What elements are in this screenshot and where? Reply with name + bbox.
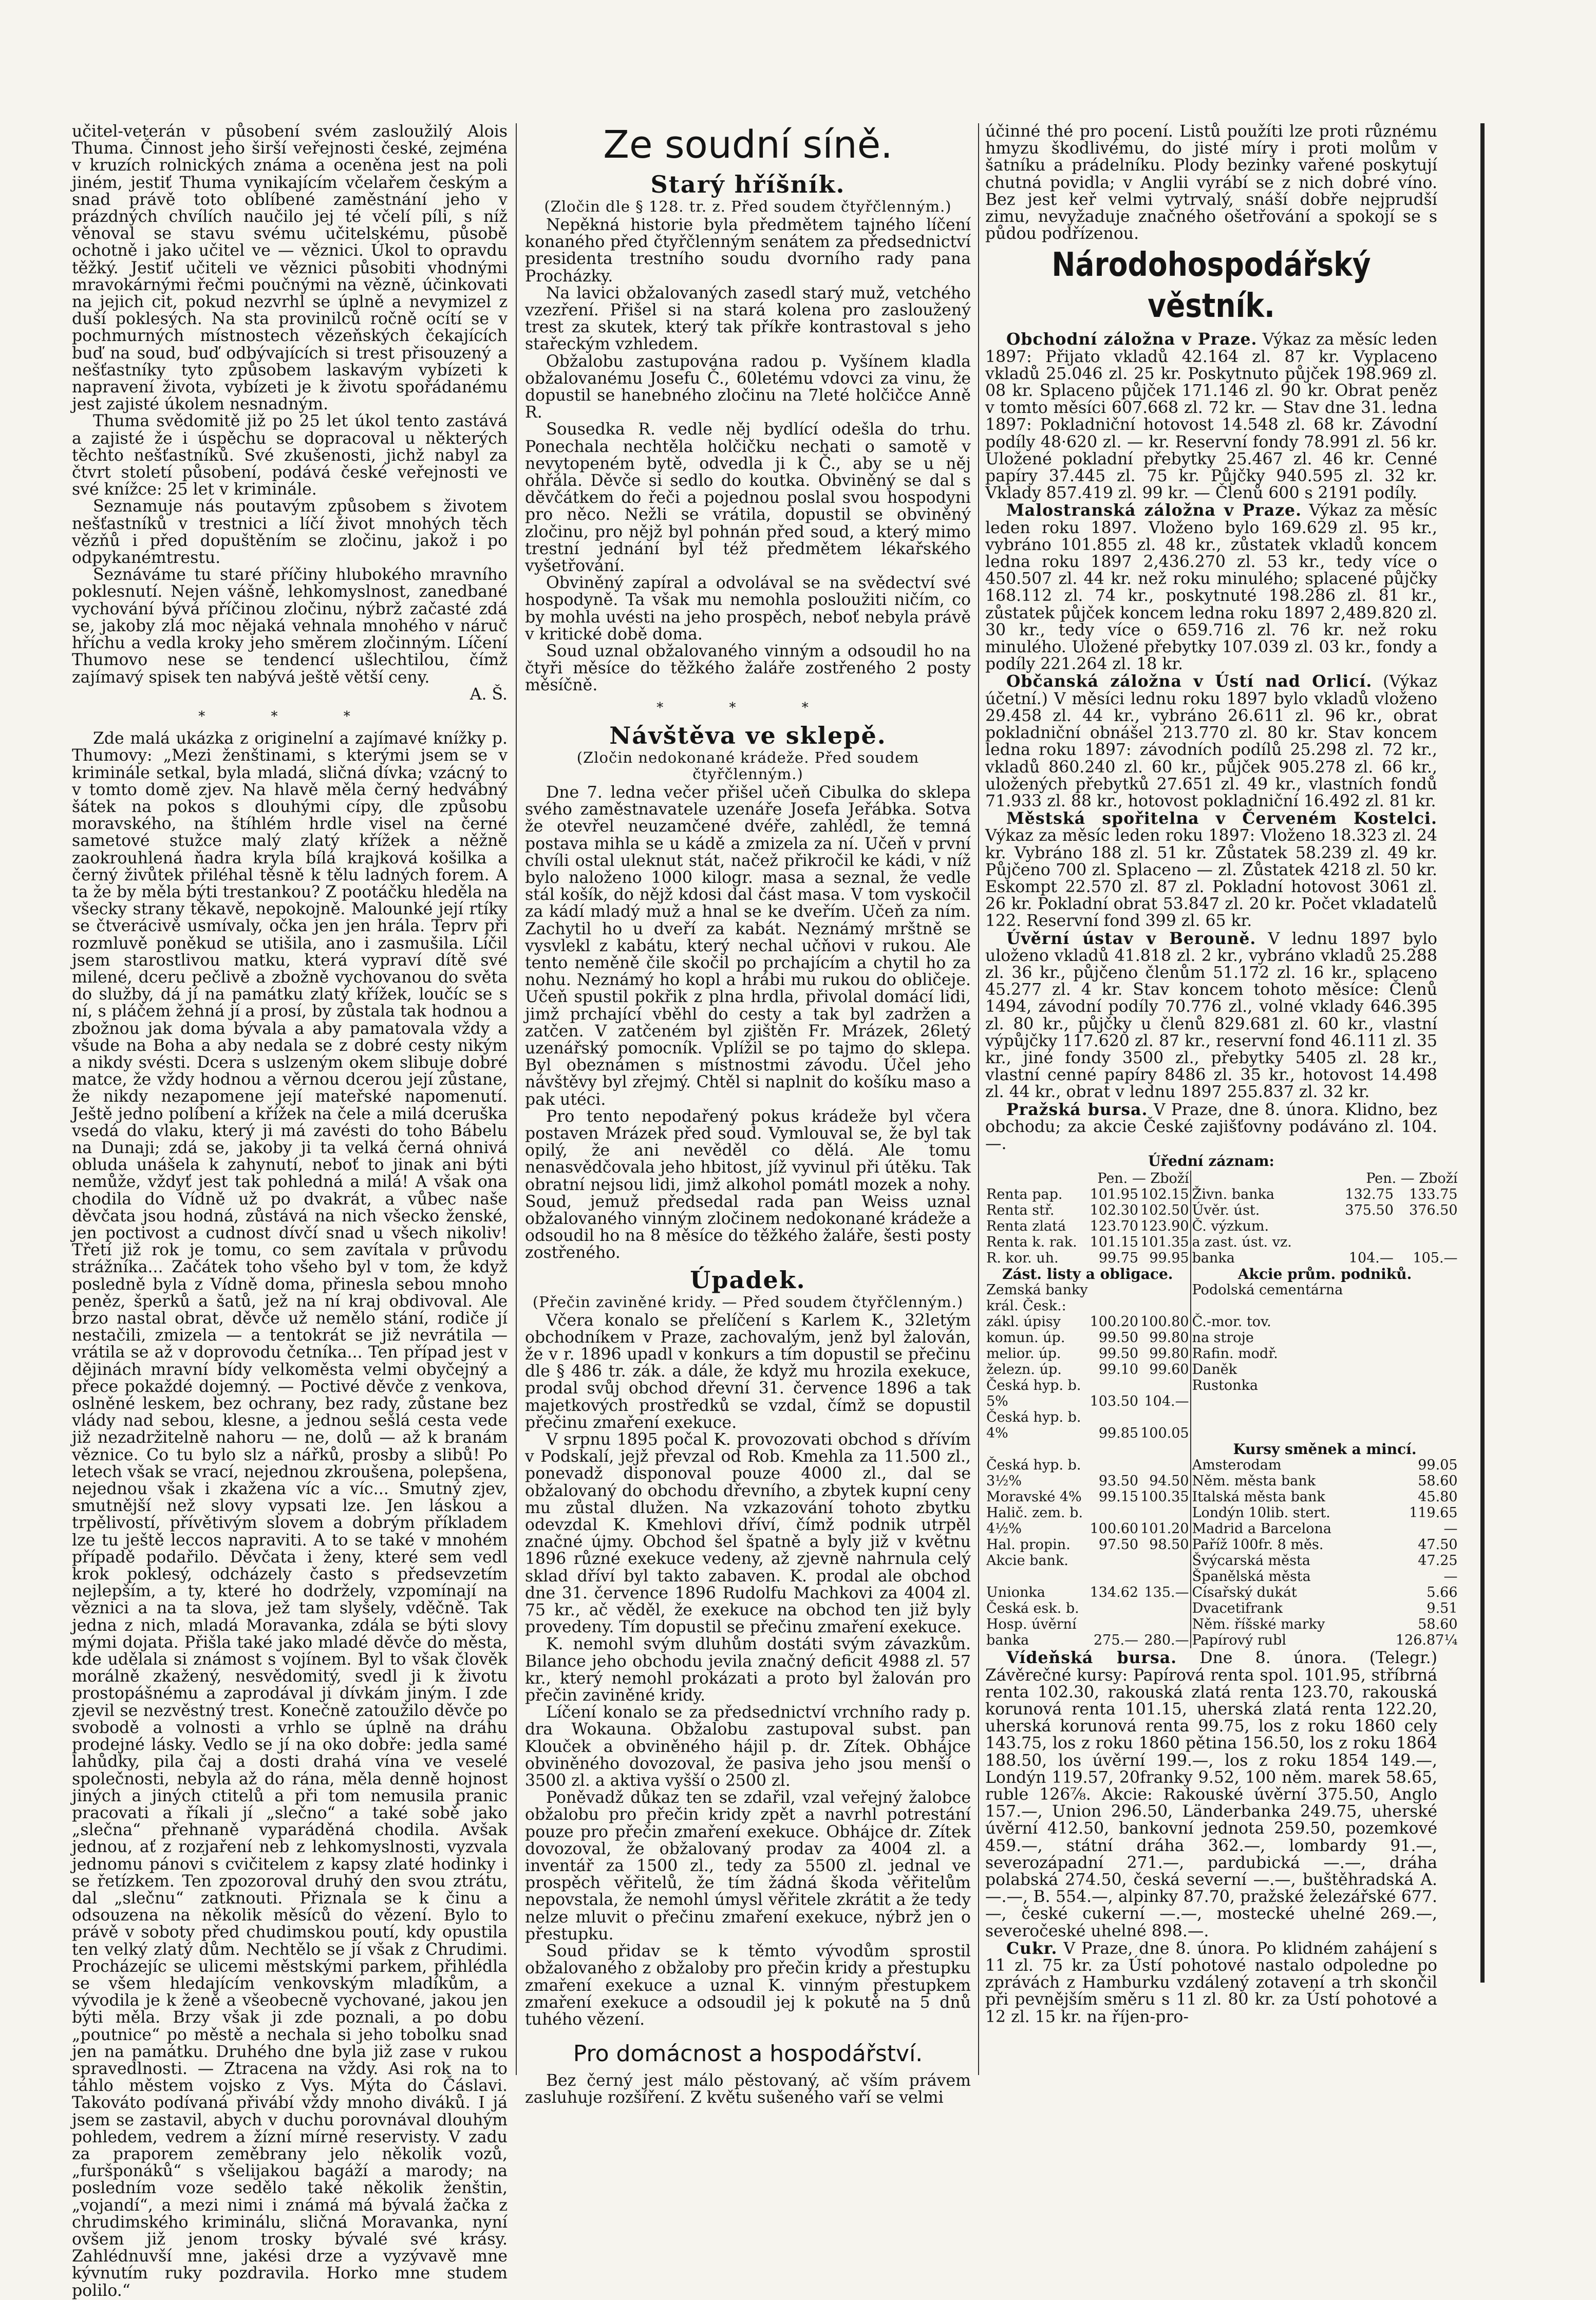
table-cell xyxy=(1395,1298,1459,1314)
table-cell xyxy=(1344,1346,1394,1362)
paragraph: Obžalobu zastupována radou p. Vyšínem kladla obžalovanému Josefu Č., 60letému vdovci za vinu, že dopustil se hanebného zločinu na 7leté holčičce Anně R. xyxy=(525,352,971,422)
paragraph: Líčení konalo se za předsednictví vrchního rady p. dra Wokauna. Obžalobu zastupoval subst. pan Klouček a obviněného hájil p. dr. Zítek. Obhájce obviněného dovozoval, že pasiva jeho jsou menší o 3500 zl. a aktiva vyšší o 2500 zl. xyxy=(525,1703,971,1790)
item-text: Výkaz za měsíc leden roku 1897. Vloženo bylo 169.629 zl. 95 kr., vybráno 101.855 zl. 48 kr., zůstatek vkladů koncem ledna roku 1897 2,436.270 zl. 53 kr., tedy více o 450.507 zl. 44 kr. než roku minulého; splacené půjčky 168.112 zl. 74 kr., poskytnuté 198.286 zl. 81 kr., zůstatek půjček koncem ledna roku 1897 2,489.820 zl. 30 kr., tedy více o 659.716 zl. 76 kr. než roku minulého. Uložené přebytky 107.039 zl. 03 kr., fondy a podíly 221.264 zl. 18 kr. xyxy=(985,501,1438,674)
article-subtitle: (Zločin dle § 128. tr. z. Před soudem čtyřčlenným.) xyxy=(544,198,952,215)
table-cell: 280.— xyxy=(1144,1632,1189,1649)
section-title: Pro domácnost a hospodářství. xyxy=(573,2041,923,2067)
paragraph: Thuma svědomitě již po 25 let úkol tento zastává a zajisté že i úspěchu se dopracoval u některých těchto nešťastníků. Své zkušenosti, jichž nabyl za čtvrt století působení, podává české veřejnosti ve své knížce: 25 let v kriminále. xyxy=(72,412,508,499)
table-cell xyxy=(1344,1330,1394,1346)
table-row xyxy=(985,1585,1459,1600)
table-cell: 4% xyxy=(986,1425,1008,1442)
table-cell: Císařský dukát xyxy=(1191,1585,1344,1600)
table-cell: — xyxy=(1443,1569,1458,1585)
table-cell xyxy=(1344,1457,1394,1473)
item-title: Malostranská záložna v Praze. xyxy=(1006,501,1302,520)
item-title: Občanská záložna v Ústí nad Orlicí. xyxy=(1006,672,1373,691)
table-cell xyxy=(1344,1425,1394,1441)
table-cell: 100.20 xyxy=(1090,1314,1139,1330)
table-cell: a zast. úst. vz. xyxy=(1191,1234,1344,1250)
table-cell xyxy=(1344,1314,1394,1330)
table-cell: Živn. banka xyxy=(1191,1186,1344,1202)
table-cell xyxy=(1344,1632,1394,1648)
table-cell: 5.66 xyxy=(1426,1585,1458,1601)
table-cell xyxy=(1089,1409,1139,1425)
table-cell: Moravské 4% xyxy=(986,1489,1082,1505)
table-cell xyxy=(1344,1409,1394,1425)
table-cell xyxy=(1395,1234,1459,1250)
table-cell: 100.35 xyxy=(1140,1489,1189,1505)
table-cell: Něm. města bank xyxy=(1191,1473,1344,1489)
table-title: Úřední záznam: xyxy=(1148,1153,1274,1170)
table-row xyxy=(985,1250,1459,1266)
table-cell: 132.75 xyxy=(1345,1186,1394,1203)
table-row xyxy=(985,1553,1459,1569)
newspaper-page xyxy=(72,122,1458,2300)
table-cell xyxy=(1344,1282,1394,1298)
table-cell: železn. úp. xyxy=(986,1362,1062,1378)
paragraph: Seznáváme tu staré příčiny hlubokého mravního poklesnutí. Nejen vášně, lehkomyslnost, zanedbané vychování bývá příčinou zločinu, nýbrž začasté zdá se, jakoby zlá moc nějaká vehnala mnohého v náruč hříchu a vedla kroky jeho směrem zločinným. Líčení Thumovo nese se tendencí ušlechtilou, čímž zajímavý spisek ten nabývá ještě větší ceny. xyxy=(72,565,508,687)
table-cell: 58.60 xyxy=(1418,1473,1458,1490)
table-cell xyxy=(985,1569,1089,1585)
paragraph: Soud uznal obžalovaného vinným a odsoudil ho na čtyři měsíce do těžkého žaláře zostřeného 2 posty měsíčně. xyxy=(525,642,971,695)
table-cell xyxy=(1395,1409,1459,1425)
table-row xyxy=(985,1218,1459,1234)
table-cell xyxy=(1191,1409,1344,1425)
table-cell: Česká esk. b. xyxy=(986,1600,1079,1617)
paragraph: Na lavici obžalovaných zasedl starý muž, vetchého vzezření. Přišel si na stará kolena pro zasloužený trest za skutek, který tak příkře kontrastoval s jeho stařeckým vzhledem. xyxy=(525,284,971,354)
table-cell: 99.85 xyxy=(1098,1425,1139,1442)
table-cell xyxy=(1139,1282,1190,1298)
table-cell: Něm. říšské marky xyxy=(1191,1616,1344,1632)
table-cell: 47.25 xyxy=(1418,1553,1458,1569)
table-cell: Unionka xyxy=(986,1585,1045,1601)
table-row xyxy=(985,1202,1459,1218)
column-2 xyxy=(525,123,971,2107)
paragraph: V srpnu 1895 počal K. provozovati obchod s dřívím v Podskalí, jejž převzal od Rob. Kmehla za 11.500 zl., ponevadž disponoval pouze 4000 zl., dal se obžalovaný do obchodu dřevního, a zbytek kupní ceny mu zůstal dlužen. Na vzkazování tohoto zbytku odevzdal K. Kmehlovi dříví, čímž podnik utrpěl značné újmy. Obchod šel špatně a byly již v květnu 1896 různé exekuce vedeny, až zjevně nahrnula celý sklad dříví byl takto zabaven. K. prodal ale obchod dne 31. července 1896 Rudolfu Machkovi za 4004 zl. 75 kr., ač věděl, že exekuce na obchod ten již byly provedeny. Tím dopustil se přečinu zmaření exekuce. xyxy=(525,1430,971,1637)
table-row xyxy=(985,1600,1459,1616)
table-cell: 4½% xyxy=(986,1521,1022,1537)
table-cell: 102.30 xyxy=(1090,1202,1139,1219)
table-row xyxy=(985,1537,1459,1553)
table-cell: R. kor. uh. xyxy=(986,1250,1059,1267)
table-cell: 99.05 xyxy=(1418,1457,1458,1474)
table-cell: Daněk xyxy=(1191,1362,1344,1378)
paragraph: Sousedka R. vedle něj bydlící odešla do trhu. Ponechala nechtěla holčičku nechati o samotě v nevytopeném bytě, odvedla ji k Č., aby se u něj ohřála. Děvče si sedlo do koutka. Obviněný se dal s děvčátkem do řeči a pojednou poslal svou hospodyni pro něco. Nežli se vrátila, dopustil se obviněný zločinu, pro nějž byl pohnán před soud, a který mimo trestní jednání byl též předmětem lékařského vyšetřování. xyxy=(525,420,971,576)
exchange-table xyxy=(985,1171,1459,1648)
table-cell: 100.60 xyxy=(1090,1521,1139,1537)
table-cell xyxy=(1344,1585,1394,1600)
table-cell xyxy=(1139,1378,1190,1393)
table-cell: banka xyxy=(1191,1250,1344,1266)
table-cell: Dvacetifrank xyxy=(1191,1600,1344,1616)
paragraph: Bez černý jest málo pěstovaný, ač vším právem zasluhuje rozšíření. Z květu sušeného vaří se velmi xyxy=(525,2071,971,2107)
table-row xyxy=(985,1298,1459,1314)
item-title: Vídeňská bursa. xyxy=(1006,1648,1177,1668)
table-cell: král. Česk.: xyxy=(986,1298,1066,1314)
table-cell: 93.50 xyxy=(1098,1473,1139,1490)
table-cell xyxy=(1344,1553,1394,1569)
table-cell: 133.75 xyxy=(1409,1186,1458,1203)
table-cell xyxy=(1344,1616,1394,1632)
table-cell: Rafin. modř. xyxy=(1191,1346,1344,1362)
table-cell xyxy=(1089,1569,1139,1585)
table-cell: komun. úp. xyxy=(986,1330,1065,1346)
table-cell: 99.60 xyxy=(1149,1362,1189,1378)
table-row xyxy=(985,1521,1459,1537)
table-cell: 135.— xyxy=(1144,1585,1189,1601)
table-cell xyxy=(1191,1393,1344,1409)
table-cell: 47.50 xyxy=(1418,1537,1458,1553)
table-row xyxy=(985,1346,1459,1362)
table-cell: 9.51 xyxy=(1426,1600,1458,1617)
table-cell xyxy=(1191,1298,1344,1314)
table-subheading: Zást. listy a obligace. xyxy=(1002,1266,1173,1283)
paragraph: Včera konalo se přelíčení s Karlem K., 32letým obchodníkem v Praze, zachovalým, jenž byl žalován, že v r. 1896 upadl v konkurs a tím dopustil se přečinu dle § 486 tr. zák. a dále, že když mu hrozila exekuce, prodal svůj obchod dřevní 31. července 1896 a tak majetkových prostředků se vzdal, čímž se dopustil přečinu zmaření exekuce. xyxy=(525,1311,971,1432)
column-1 xyxy=(72,123,508,2299)
table-cell xyxy=(1344,1218,1394,1234)
item-title: Úvěrní ústav v Berouně. xyxy=(1006,929,1256,948)
table-row xyxy=(985,1314,1459,1330)
paragraph: K. nemohl svým dluhům dostáti svým závazkům. Bilance jeho obchodu jevila značný deficit 4988 zl. 57 kr., který nemohl prokázati a proto byl žalován pro přečin zaviněné kridy. xyxy=(525,1635,971,1705)
table-cell xyxy=(1089,1298,1139,1314)
table-cell: 99.50 xyxy=(1098,1330,1139,1346)
table-cell: Švýcarská města xyxy=(1191,1553,1344,1569)
table-cell xyxy=(1139,1600,1190,1616)
item-text: V Praze, dne 8. února. Po klidném zahájení s 11 zl. 75 kr. za Ústí pohotové nastalo odpoledne po zprávách z Hamburku vzdálený zotavení a trh skončil při pevnějším směru s 11 zl. 80 kr. za Ústí pohotové a 12 zl. 15 kr. na říjen-pro- xyxy=(985,1939,1437,2026)
table-cell xyxy=(1395,1425,1459,1441)
author-signature: A. Š. xyxy=(470,685,508,704)
section-title: Ze soudní síně. xyxy=(603,123,893,167)
table-cell: 99.15 xyxy=(1098,1489,1139,1505)
table-cell: 105.— xyxy=(1413,1250,1458,1267)
table-cell xyxy=(1344,1473,1394,1489)
table-cell: 103.50 xyxy=(1090,1393,1139,1410)
column-rule xyxy=(516,123,517,2075)
table-cell: 58.60 xyxy=(1418,1616,1458,1633)
table-cell: Amsterodam xyxy=(1191,1457,1344,1473)
table-cell xyxy=(1089,1616,1139,1632)
table-cell xyxy=(1139,1553,1190,1569)
table-row xyxy=(985,1425,1459,1441)
item-text: V Praze, dne 8. února. Klidno, bez obchodu; za akcie České zajišťovny podáváno zl. 104.—. xyxy=(985,1100,1437,1153)
article-subtitle: (Přečin zaviněné kridy. — Před soudem čtyřčlenným.) xyxy=(532,1293,964,1311)
table-cell: 275.— xyxy=(1093,1632,1139,1649)
table-cell: Renta zlatá xyxy=(986,1218,1066,1235)
table-cell xyxy=(1139,1409,1190,1425)
table-cell xyxy=(1344,1378,1394,1393)
paragraph: Poněvadž důkaz ten se zdařil, vzal veřejný žalobce obžalobu pro přečin kridy zpět a navrhl potrestání pouze pro přečin zmaření exekuce. Obhájce dr. Zítek dovozoval, že obžalovaný prodav za 4004 zl. a inventář za 1500 zl., tedy za 5500 zl. jednal ve prospěch věřitelů, že tím žádná škoda věřitelům nepovstala, že nemohl úmysl věřitele zkrátit a že tedy nelze mluvit o přečinu zmaření exekuce, nýbrž jen o přestupku. xyxy=(525,1788,971,1944)
table-cell: Londýn 10lib. stert. xyxy=(1191,1505,1344,1521)
table-cell: Renta k. rak. xyxy=(986,1234,1077,1251)
page-edge-rule xyxy=(1480,123,1485,1983)
table-cell: Úvěr. úst. xyxy=(1191,1202,1344,1218)
table-cell: 375.50 xyxy=(1345,1202,1394,1219)
table-row xyxy=(985,1489,1459,1505)
table-header: Pen. — Zboží xyxy=(1097,1171,1189,1187)
table-cell xyxy=(1139,1616,1190,1632)
paragraph: učitel-veterán v působení svém zasloužilý Alois Thuma. Činnost jeho širší veřejnosti české, zejména v kruzích rolnických známa a oceněna jest na poli jiném, jestiť Thuma vynikajícím včelařem českým a snad právě toto oblíbené zaměstnání jeho v prázdných chvílích naučilo jej té včelí píli, s níž věnoval se stavu svému učitelskému, působě ochotně i jako učitel ve — věznici. Úkol to opravdu těžký. Jestiť učiteli ve věznici působiti vhodnými mravokárnými řečmi poučnými na vězně, účinkovati na jejich cit, pokud nezvrhl se úplně a nevymizel z duší poklesých. Na sta provinilců ročně ocítí se v pochmurných místnostech vězeňských čekajících buď na soud, buď odbývajících si trest přisouzený a nešťastníky tyto způsobem laskavým vybízeti k napravení života, vybízeti je k životu spořádanému jest zajisté úkolem nesnadným. xyxy=(72,122,508,414)
table-cell: Podolská cementárna xyxy=(1191,1282,1344,1298)
table-cell: 99.80 xyxy=(1149,1346,1189,1362)
separator-stars: * * * xyxy=(198,708,381,724)
separator-stars: * * * xyxy=(656,700,839,715)
table-cell xyxy=(1344,1505,1394,1521)
table-cell: Španělská města xyxy=(1191,1569,1344,1585)
table-cell: 45.80 xyxy=(1418,1489,1458,1505)
table-cell xyxy=(1395,1393,1459,1409)
table-cell xyxy=(1139,1505,1190,1521)
table-cell: Hosp. úvěrní xyxy=(986,1616,1077,1633)
table-cell: 123.70 xyxy=(1090,1218,1139,1235)
table-cell xyxy=(1395,1218,1459,1234)
item-text: (Výkaz účetní.) V měsíci lednu roku 1897 bylo vkladů vloženo 29.458 zl. 44 kr., vybráno 26.611 zl. 96 kr., obrat pokladniční obnášel 213.770 zl. 80 kr. Stav koncem ledna roku 1897: závodních podílů 25.298 zl. 72 kr., vkladů 860.240 zl. 60 kr., půjček 905.278 zl. 66 kr., uložených přebytků 27.651 zl. 49 kr., vlastních fondů 71.933 zl. 88 kr., hotovost pokladniční 16.492 zl. 81 kr. xyxy=(985,672,1437,810)
table-row xyxy=(985,1234,1459,1250)
paragraph: Nepěkná historie byla předmětem tajného líčení konaného před čtyřčlenným senátem za předsednictví presidenta trestního soudu dvorního rady pana Procházky. xyxy=(525,216,971,286)
table-cell xyxy=(1344,1600,1394,1616)
table-cell: 5% xyxy=(986,1393,1008,1410)
table-cell: Č. výzkum. xyxy=(1191,1218,1344,1234)
table-cell: 119.65 xyxy=(1409,1505,1458,1521)
table-row xyxy=(985,1186,1459,1202)
table-row xyxy=(985,1457,1459,1473)
table-cell: 94.50 xyxy=(1149,1473,1189,1490)
table-cell xyxy=(1139,1298,1190,1314)
table-row xyxy=(985,1473,1459,1489)
article-title: Návštěva ve sklepě. xyxy=(609,721,887,749)
item-text: V lednu 1897 bylo uloženo vkladů 41.818 zl. 2 kr., vybráno vkladů 25.288 zl. 36 kr., půjčeno členům 51.172 zl. 16 kr., splaceno 45.277 zl. 4 kr. Stav koncem tohoto měsíce: Členů 1494, závodní podíly 70.776 zl., volné vklady 646.395 zl. 80 kr., půjčky u členů 829.681 zl. 60 kr., vlastní výpůjčky 117.620 zl. 87 kr., reservní fond 46.111 zl. 35 kr., jiné fondy 3500 zl., přebytky 5405 zl. 28 kr., vlastní cenné papíry 8486 zl. 35 kr., hotovost 14.498 zl. 44 kr., obrat v lednu 1897 255.837 zl. 32 kr. xyxy=(985,929,1438,1102)
column-rule xyxy=(978,123,979,2075)
table-cell: Česká hyp. b. xyxy=(986,1457,1081,1474)
table-cell: 101.95 xyxy=(1090,1186,1139,1203)
table-cell xyxy=(1089,1457,1139,1473)
table-cell: Česká hyp. b. xyxy=(986,1378,1081,1394)
table-cell: 104.— xyxy=(1348,1250,1394,1267)
table-cell xyxy=(1344,1393,1394,1409)
table-cell: 126.87¼ xyxy=(1395,1632,1458,1649)
table-cell: Zemská banky xyxy=(986,1282,1088,1298)
table-row xyxy=(985,1378,1459,1393)
table-cell: na stroje xyxy=(1191,1330,1344,1346)
table-cell: melior. úp. xyxy=(986,1346,1061,1362)
table-cell: 101.15 xyxy=(1090,1234,1139,1251)
table-cell: 123.90 xyxy=(1140,1218,1189,1235)
table-row xyxy=(985,1616,1459,1632)
table-header: Pen. — Zboží xyxy=(1366,1171,1458,1187)
table-cell: banka xyxy=(986,1632,1029,1649)
table-cell xyxy=(1089,1553,1139,1569)
table-cell xyxy=(1139,1457,1190,1473)
table-row xyxy=(985,1282,1459,1298)
table-cell: Renta pap. xyxy=(986,1186,1063,1203)
table-subheading: Kursy směnek a mincí. xyxy=(1191,1441,1459,1457)
table-cell: 100.05 xyxy=(1140,1425,1189,1442)
table-row xyxy=(985,1330,1459,1346)
paragraph: Zde malá ukázka z originelní a zajímavé knížky p. Thumovy: „Mezi ženštinami, s kterými jsem se v kriminále setkal, byla mladá, sličná dívka; vzácný to v tomto domě zjev. Na hlavě měla černý hedvábný šátek na pokos s dlouhými cípy, dle způsobu moravského, na štíhlém hrdle visel na černé sametové stužce malý zlatý křížek a něžně zaokrouhlená ňadra kryla bílá krajková košilka a černý živůtek přiléhal těsně k tělu ladných forem. A ta že by měla býti trestankou? Z pootáčku hleděla na všecky strany těkavě, nepokojně. Malounké její rtíky se čtverácivě usmívaly, očka jen jen hrála. Teprv při rozmluvě poněkud se utišila, ano i zasmušila. Líčil jsem starostlivou matku, která vypraví dítě své milené, dceru pečlivě a zbožně vychovanou do světa do služby, dá jí na památku zlatý křížek, loučíc se s ní, s pláčem žehná jí a prosí, by zůstala tak hodnou a zbožnou jak doma bývala a aby pamatovala vždy a všude na Boha a aby nedala se z dobré cesty nikým a nikdy svésti. Dcera s uslzeným okem slibuje dobré matce, že vždy hodnou a věrnou dcerou její zůstane, že nikdy nezapomene její mateřské napomenutí. Ještě jedno políbení a křížek na čele a milá dceruška vsedá do vlaku, který ji má zavésti do toho Bábelu na Dunaji; zdá se, jakoby ji ta velká černá ohnivá obluda unášela k zahynutí, neboť to jinak ani býti nemůže, vždyť jest tak pohledná a milá! A však ona chodila do Vídně už po dvakrát, a vůbec naše děvčata jsou hodná, zůstává na nich všecko ženské, jen poctivost a cudnost dívčí snad u všech nikoliv! Třetí již rok je tomu, co sem zavítala v průvodu strážníka... Začátek toho všeho byl v tom, že když posledně byla z Vídně doma, přinesla sebou mnoho peněz, šperků a šatů, jež na ní kraj obdivoval. Ale brzo nastal obrat, děvče už nemělo stání, rodiče jí nestačili, zmizela — a tentokrát se již nevrátila — vrátila se až v doprovodu četníka... Ten případ jest v dějinách mravní bídy velkoměsta velmi obyčejný a přece pokaždé dojemný. — Poctivé děvče z venkova, oslněné leskem, bez ochrany, bez rady, zůstane bez vlády nad sebou, klesne, a jednou sešlá cesta vede již nezadržitelně nahoru — ne, dolů — až k branám věznice. Co tu bylo slz a nářků, prosby a slibů! Po letech však se vrací, nejednou zkroušena, polepšena, nejednou však i zkažena víc a víc... Smutný zjev, smutnější než slovy vypsati lze. Jen láskou a trpělivostí, přívětivým slovem a dobrým příkladem lze tu ještě leccos napraviti. A to se také v mnohém případě podařilo. Děvčata i ženy, které sem vedl krok poklesý, odcházely často s předsevzetím nejlepším, a ty, které ho dodržely, vzpomínají na věznici a na ta slova, jež tam slyšely, vděčně. Tak jedna z nich, mladá Moravanka, zdála se býti slovy mými dojata. Přišla také jako mladé děvče do města, kde udělala si známost s vojínem. Byl to však člověk morálně zkažený, nesvědomitý, svedl ji k životu prostopášnému a zaprodával ji dívkám jiným. I zde zjevil se nezvěstný trest. Konečně zatoužilo děvče po svobodě a volnosti a vrhlo se úplně na dráhu prodejné lásky. Vedlo se jí na oko dobře: jedla samé lahůdky, pila čaj a dosti drahá vína ve veselé společnosti, nebyla až do rána, měla denně hojnost jiných a jiných ctitelů a při tom nemusila pranic pracovati a říkali jí „slečno“ a také sobě jako „slečna“ přehnaně vyparáděná chodila. Avšak jednou, ať z rozjaření neb z lehkomyslnosti, vyzvala jednomu pánovi s cvičitelem z kapsy zlaté hodinky i se řetízkem. Ten zpozoroval druhý den svou ztrátu, dal „slečnu“ zatknouti. Přiznala se k činu a odsouzena na několik měsíců do vězení. Bylo to právě v soboty před chudimskou poutí, kdy opustila ten velký zlatý dům. Nechtělo se jí však z Chrudimi. Procházejíc se ulicemi městskými parkem, přihlédla se všem hledajícím venkovským mladíkům, a vývodila je k ženě a všeobecně vychované, jakou jen býti měla. Brzy však ji zde poznali, a po dobu „poutnice“ po městě a nechala si jeho tobolku snad jen na památku. Druhého dne byla již zase v rukou spravedlnosti. — Ztracena na vždy. Asi rok na to táhlo městem vojsko z Vys. Mýta do Čáslavi. Takováto podívaná přivábí vždy mnoho diváků. I já jsem se zastavil, abych v duchu porovnával dlouhým pohledem, vedrem a žízní mírné reservisty. V zadu za praporem zeměbrany jelo několik vozů, „furšponáků“ s všelijakou bagáží a marody; na posledním voze sedělo také několik ženštin, „vojandí“, a mezi nimi i známá má bývalá žačka z chrudimského kriminálu, sličná Moravanka, nyní ovšem již jenom trosky bývalé své krásy. Zahlédnuvší mne, jakési drze a vyzývavě mne kývnutím ruky pozdravila. Horko mne studem polilo.“ xyxy=(72,729,508,2300)
table-row xyxy=(985,1505,1459,1521)
table-cell: — xyxy=(1443,1521,1458,1537)
table-cell xyxy=(1395,1346,1459,1362)
paragraph: Dne 7. ledna večer přišel učeň Cibulka do sklepa svého zaměstnavatele uzenáře Josefa Jeřábka. Sotva že otevřel neuzamčené dvéře, zahlédl, že temná postava mihla se u kádě a zmizela za ní. Učeň v první chvíli ostal uleknut stát, načež přikročil ke kádi, v níž bylo naloženo 1000 kilogr. masa a seznal, že vedle stál košík, do nějž kdosi dal část masa. V tom vyskočil za kádí mladý muž a hnal se ke dveřím. Učeň za ním. Zachytil ho u dveří za kabát. Neznámý mrštně se vysvlekl z kabátu, který nechal učňovi v rukou. Ale tento neměně čile skočil po prchajícím a chytil ho za nohu. Neznámý ho kopl a hrábi mu rukou do obličeje. Učeň spustil pokřik z plna hrdla, přivolal domácí lidi, jimž prchající vběhl do cesty a tak byl zadržen a zatčen. V zatčeném byl zjištěn Fr. Mrázek, 26letý uzenářský pomocník. Vplížil se po tajmo do sklepa. Byl obeznámen s místnostmi závodu. Účel jeho návštěvy byl zřejmý. Chtěl si naplnit do košíku maso a pak utéci. xyxy=(525,783,971,1109)
table-cell xyxy=(1191,1425,1344,1441)
table-subheading: Akcie prům. podniků. xyxy=(1191,1266,1459,1282)
table-cell xyxy=(1395,1314,1459,1330)
table-cell: 99.50 xyxy=(1098,1346,1139,1362)
table-cell xyxy=(1344,1569,1394,1585)
table-cell: Paříž 100fr. 8 měs. xyxy=(1191,1537,1344,1553)
paragraph: účinné thé pro pocení. Listů použíti lze proti různému hmyzu škodlivému, do jisté míry i proti molům v šatníku a prádelníku. Plody bezinky vařené poskytují chutná povidla; v Anglii vyrábí se z nich dobré víno. Bez jest keř velmi vytrvalý, snáší dobře nejprudší zimu, nevyžaduje značného ošetřování a spokojí se s půdou podřízenou. xyxy=(985,122,1437,243)
table-cell: 101.20 xyxy=(1140,1521,1189,1537)
table-cell: Akcie bank. xyxy=(986,1553,1068,1569)
table-cell: 97.50 xyxy=(1098,1537,1139,1553)
table-cell xyxy=(1344,1362,1394,1378)
table-cell: Rustonka xyxy=(1191,1378,1344,1393)
table-row xyxy=(985,1393,1459,1409)
table-cell: Česká hyp. b. xyxy=(986,1409,1081,1426)
table-cell: Halič. zem. b. xyxy=(986,1505,1083,1521)
table-row xyxy=(985,1569,1459,1585)
article-title: Úpadek. xyxy=(690,1266,806,1294)
table-row xyxy=(985,1632,1459,1648)
item-text: Dne 8. února. (Telegr.) Závěrečné kursy: Papírová renta spol. 101.95, stříbrná renta 102.30, rakouská zlatá renta 123.70, rakouská korunová renta 101.15, uherská zlatá renta 122.20, uherská korunová renta 99.75, los z roku 1860 cely 143.75, los z roku 1860 pětina 156.50, los z roku 1864 188.50, los úvěrní 199.—, los z roku 1854 149.—, Londýn 119.57, 20franky 9.52, 100 něm. marek 58.65, ruble 126⅞. Akcie: Rakouské úvěrní 375.50, Anglo 157.—, Union 296.50, Länderbanka 249.75, uherské úvěrní 412.50, bankovní jednota 259.50, pozemkové 459.—, státní dráha 362.—, lombardy 91.—, severozápadní 271.—, pardubická —.—, dráha polabská 274.50, česká severní —.—, buštěhradská A. —.—, B. 554.—, alpinky 87.70, pražské železářské 677.—, české cukerní —.—, mostecké uhelné 269.—, severočeské uhelné 898.—. xyxy=(985,1649,1438,1940)
item-text: Výkaz za měsíc leden 1897: Přijato vkladů 42.164 zl. 87 kr. Vyplaceno vkladů 25.046 zl. 25 kr. Poskytnuto půjček 198.969 zl. 08 kr. Splaceno půjček 171.146 zl. 90 kr. Obrat peněz v tomto měsíci 607.668 zl. 72 kr. — Stav dne 31. ledna 1897: Pokladniční hotovost 14.548 zl. 68 kr. Závodní podíly 48·620 zl. — kr. Reservní fondy 78.991 zl. 56 kr. Uložené pokladní přebytky 25.467 zl. 46 kr. Cenné papíry 37.445 zl. 75 kr. Půjčky 940.595 zl. 32 kr. Vklady 857.419 zl. 99 kr. — Členů 600 s 2191 podíly. xyxy=(985,330,1437,503)
table-cell xyxy=(1089,1600,1139,1616)
table-cell xyxy=(1344,1234,1394,1250)
table-cell xyxy=(1089,1282,1139,1298)
table-cell: zákl. úpisy xyxy=(986,1314,1061,1330)
paragraph: Pro tento nepodařený pokus krádeže byl včera postaven Mrázek před soud. Vymlouval se, že byl tak opilý, že ani nevěděl co dělá. Ale tomu nenasvědčovala jeho hbitost, jíž vyvinul při útěku. Tak obratní nejsou lidi, jimž alkohol pomátl mozek a nohy. Soud, jemuž předsedal rada pan Weiss uznal obžalovaného vinným zločinem nedokonané krádeže a odsoudil ho na 8 měsíce do těžkého žaláře, šesti posty zostřeného. xyxy=(525,1107,971,1262)
section-title: Národohospodářský věstník. xyxy=(1052,246,1371,326)
item-title: Pražská bursa. xyxy=(1006,1100,1148,1119)
item-title: Cukr. xyxy=(1006,1938,1058,1958)
table-cell xyxy=(1395,1282,1459,1298)
table-cell: Renta stř. xyxy=(986,1202,1055,1219)
table-cell xyxy=(1344,1298,1394,1314)
table-cell: 3½% xyxy=(986,1473,1022,1490)
paragraph: Obviněný zapíral a odvolával se na svědectví své hospodyně. Ta však mu nemohla posloužiti ničím, co by mohla uvésti na jeho prospěch, neboť nebyla právě v kritické době doma. xyxy=(525,574,971,644)
table-cell: Papírový rubl xyxy=(1191,1632,1344,1648)
table-cell xyxy=(1395,1330,1459,1346)
item-title: Obchodní záložna v Praze. xyxy=(1006,330,1257,349)
table-cell: 102.15 xyxy=(1140,1186,1189,1203)
table-cell: Č.-mor. tov. xyxy=(1191,1314,1344,1330)
table-cell xyxy=(1344,1489,1394,1505)
table-cell xyxy=(1139,1569,1190,1585)
table-cell: 102.50 xyxy=(1140,1202,1189,1219)
table-cell xyxy=(1395,1362,1459,1378)
table-cell: 100.80 xyxy=(1140,1314,1189,1330)
column-3 xyxy=(985,122,1458,2026)
table-cell: 99.75 xyxy=(1098,1250,1139,1267)
table-cell: 99.95 xyxy=(1149,1250,1189,1267)
table-cell: 134.62 xyxy=(1090,1585,1139,1601)
table-cell: 101.35 xyxy=(1140,1234,1189,1251)
paragraph: Soud přidav se k těmto vývodům sprostil obžalovaného z obžaloby pro přečin kridy a přestupku zmaření exekuce a uznal K. vinným přestupkem zmaření exekuce a odsoudil jej k pokutě na 5 dnů tuhého vězení. xyxy=(525,1942,971,2029)
article-title: Starý hříšník. xyxy=(650,171,846,198)
table-cell xyxy=(1089,1505,1139,1521)
table-cell xyxy=(1344,1537,1394,1553)
table-cell: 98.50 xyxy=(1149,1537,1189,1553)
table-cell: Italská města bank xyxy=(1191,1489,1344,1505)
table-cell: 376.50 xyxy=(1409,1202,1458,1219)
table-cell: Madrid a Barcelona xyxy=(1191,1521,1344,1537)
table-cell xyxy=(1089,1378,1139,1393)
table-cell xyxy=(1395,1378,1459,1393)
article-subtitle: (Zločin nedokonané krádeže. Před soudem čtyřčlenným.) xyxy=(576,748,919,783)
table-cell: 99.10 xyxy=(1098,1362,1139,1378)
table-cell xyxy=(1344,1521,1394,1537)
paragraph: Seznamuje nás poutavým způsobem s životem nešťastníků v trestnici a líčí život mnohých těch vězňů i před dopuštěním se zločinu, jakož i po odpykanémtrestu. xyxy=(72,497,508,568)
item-text: Výkaz za měsíc leden roku 1897: Vloženo 18.323 zl. 24 kr. Vybráno 188 zl. 51 kr. Zůstatek 58.239 zl. 49 kr. Půjčeno 700 zl. Splaceno — zl. Zůstatek 4218 zl. 50 kr. Eskompt 22.570 zl. 87 zl. Pokladní hotovost 3061 zl. 26 kr. Pokladní obrat 53.847 zl. 20 kr. Počet vkladatelů 122. Reservní fond 399 zl. 65 kr. xyxy=(985,826,1437,931)
table-cell: 104.— xyxy=(1144,1393,1189,1410)
table-cell: 99.80 xyxy=(1149,1330,1189,1346)
table-row xyxy=(985,1409,1459,1425)
item-title: Městská spořitelna v Červeném Kostelci. xyxy=(1006,809,1437,828)
table-cell: Hal. propin. xyxy=(986,1537,1071,1553)
table-row xyxy=(985,1362,1459,1378)
